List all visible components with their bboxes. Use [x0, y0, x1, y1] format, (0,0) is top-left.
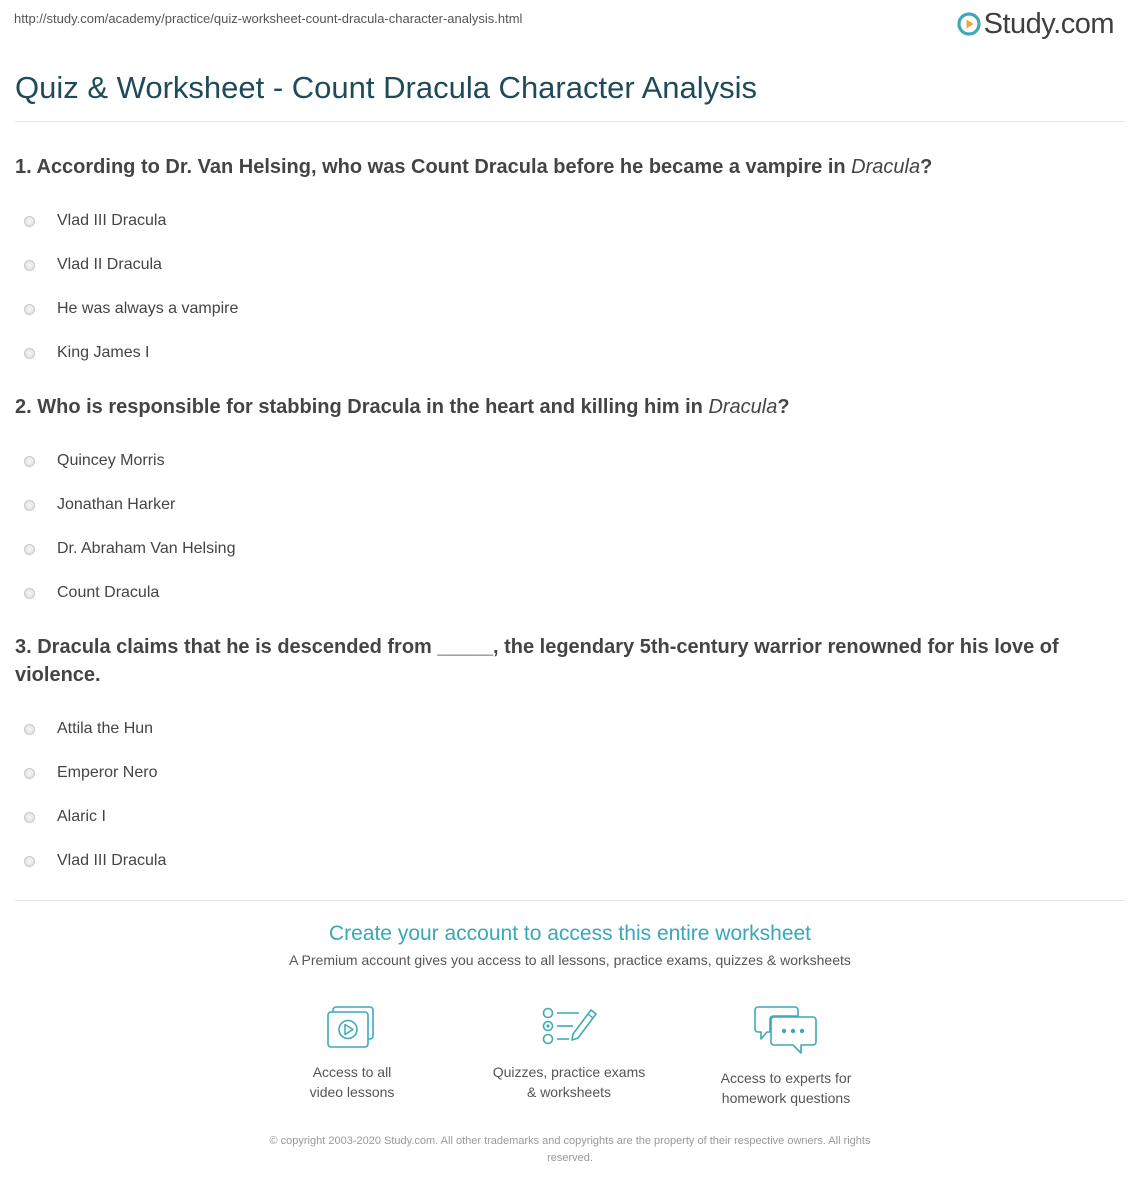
- answer-options: [15, 439, 1125, 615]
- radio-button[interactable]: [24, 588, 35, 599]
- feature-quizzes: Quizzes, practice exams & worksheets: [459, 1004, 679, 1102]
- radio-button[interactable]: [24, 216, 35, 227]
- page-title: Quiz & Worksheet - Count Dracula Character Analysis: [15, 70, 758, 105]
- radio-button[interactable]: [24, 724, 35, 735]
- question-1: [15, 153, 1125, 375]
- question-3: [15, 633, 1125, 883]
- answer-option[interactable]: Alaric I: [15, 795, 1125, 839]
- cta-divider: [15, 900, 1125, 901]
- answer-option[interactable]: Emperor Nero: [15, 751, 1125, 795]
- radio-button[interactable]: [24, 812, 35, 823]
- answer-option[interactable]: Attila the Hun: [15, 707, 1125, 751]
- radio-button[interactable]: [24, 856, 35, 867]
- feature-experts: Access to experts for homework questions: [676, 1004, 896, 1108]
- answer-options: [15, 707, 1125, 883]
- answer-option[interactable]: Count Dracula: [15, 571, 1125, 615]
- answer-option[interactable]: Vlad III Dracula: [15, 839, 1125, 883]
- answer-option[interactable]: Dr. Abraham Van Helsing: [15, 527, 1125, 571]
- study-logo[interactable]: [957, 8, 1114, 40]
- radio-button[interactable]: [24, 500, 35, 511]
- signup-cta: [0, 922, 1140, 968]
- radio-button[interactable]: [24, 768, 35, 779]
- page-url: http://study.com/academy/practice/quiz-worksheet-count-dracula-character-analysis.html: [14, 11, 523, 26]
- radio-button[interactable]: [24, 304, 35, 315]
- radio-button[interactable]: [24, 348, 35, 359]
- video-lessons-icon: [324, 1004, 380, 1050]
- question-text: 2. Who is responsible for stabbing Dracula in the heart and killing him in Dracula?: [15, 396, 790, 418]
- copyright-footer: © copyright 2003-2020 Study.com. All other trademarks and copyrights are the property of their respective owners. All rights reserved.: [269, 1135, 871, 1164]
- answer-option[interactable]: Jonathan Harker: [15, 483, 1125, 527]
- logo-text: Study.com: [983, 8, 1114, 40]
- answer-option[interactable]: He was always a vampire: [15, 287, 1125, 331]
- question-text: 1. According to Dr. Van Helsing, who was Count Dracula before he became a vampire in Dracula?: [15, 156, 933, 178]
- feature-video-lessons: Access to all video lessons: [242, 1004, 462, 1102]
- answer-options: [15, 199, 1125, 375]
- radio-button[interactable]: [24, 260, 35, 271]
- title-divider: [15, 121, 1125, 122]
- answer-option[interactable]: Vlad III Dracula: [15, 199, 1125, 243]
- question-text: 3. Dracula claims that he is descended from _____, the legendary 5th-century warrior renowned for his love of violence.: [15, 636, 1059, 686]
- answer-option[interactable]: Vlad II Dracula: [15, 243, 1125, 287]
- radio-button[interactable]: [24, 456, 35, 467]
- cta-subheading: A Premium account gives you access to all lessons, practice exams, quizzes & worksheets: [289, 952, 851, 968]
- chat-bubbles-icon: [753, 1004, 819, 1056]
- play-circle-icon: [957, 12, 981, 36]
- quiz-checklist-icon: [539, 1004, 599, 1050]
- radio-button[interactable]: [24, 544, 35, 555]
- answer-option[interactable]: Quincey Morris: [15, 439, 1125, 483]
- answer-option[interactable]: King James I: [15, 331, 1125, 375]
- question-2: [15, 393, 1125, 615]
- cta-heading[interactable]: Create your account to access this entire worksheet: [328, 922, 812, 945]
